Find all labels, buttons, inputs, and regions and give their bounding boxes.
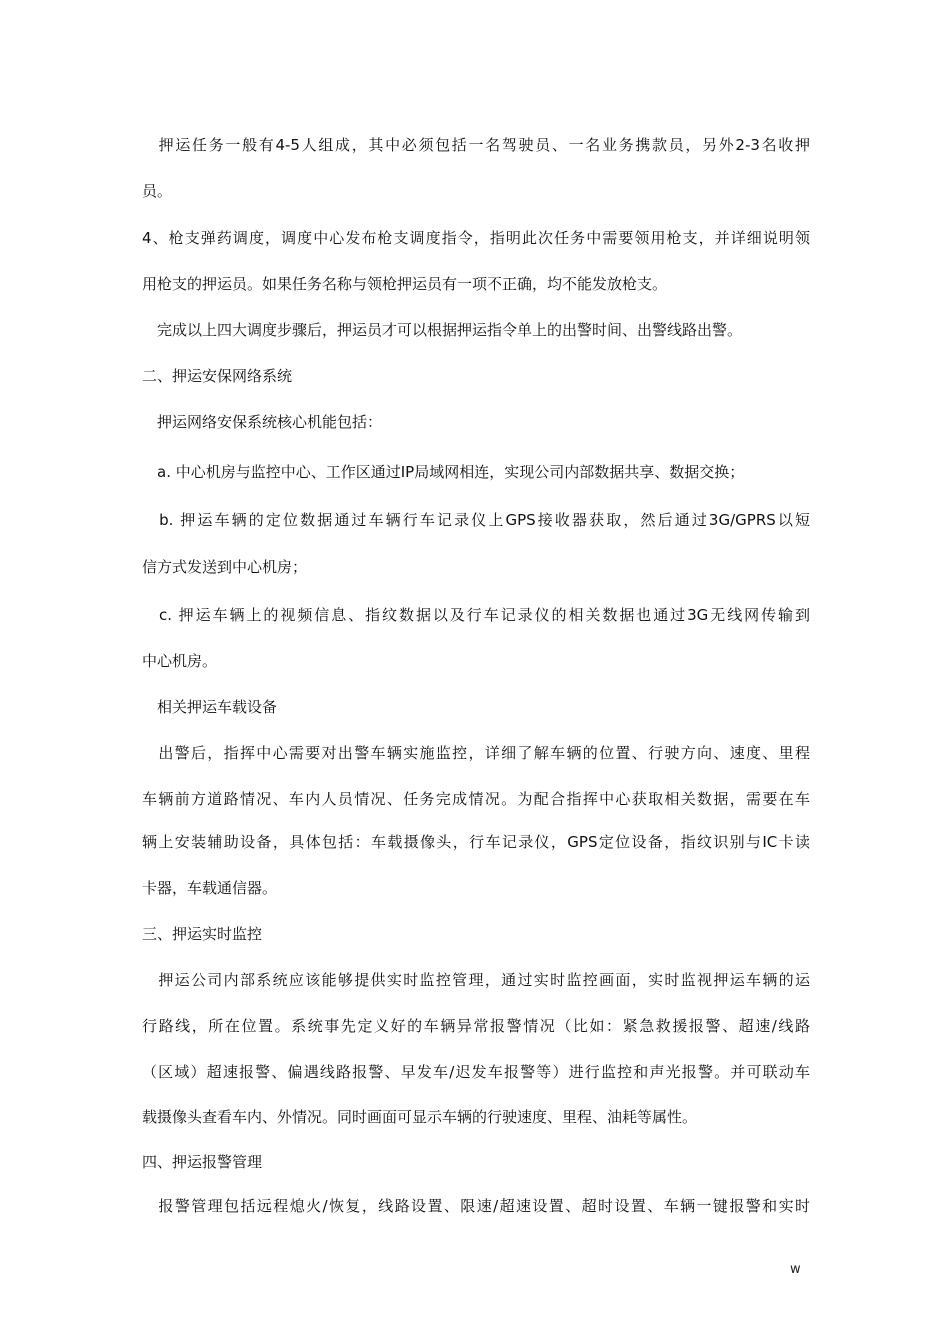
text-line-10: 信方式发送到中心机房； [142, 558, 308, 576]
text-line-8: a. 中心机房与监控中心、工作区通过IP局域网相连，实现公司内部数据共享、数据交换； [142, 463, 745, 481]
text-line-15: 车辆前方道路情况、车内人员情况、任务完成情况。为配合指挥中心获取相关数据，需要在车 [142, 790, 810, 808]
text-line-12: 中心机房。 [142, 652, 218, 670]
text-line-7: 押运网络安保系统核心机能包括： [142, 413, 383, 431]
text-line-2: 员。 [142, 182, 173, 200]
text-line-1: 押运任务一般有4-5人组成，其中必须包括一名驾驶员、一名业务携款员，另外2-3名收押 [142, 136, 810, 154]
text-line-24: 报警管理包括远程熄火/恢复，线路设置、限速/超速设置、超时设置、车辆一键报警和实时 [142, 1197, 810, 1215]
section-heading-4: 四、押运报警管理 [142, 1153, 263, 1171]
text-line-5: 完成以上四大调度步骤后，押运员才可以根据押运指令单上的出警时间、出警线路出警。 [142, 321, 743, 339]
text-line-19: 押运公司内部系统应该能够提供实时监控管理，通过实时监控画面，实时监视押运车辆的运 [142, 971, 810, 989]
section-heading-2: 二、押运安保网络系统 [142, 367, 293, 385]
section-heading-3: 三、押运实时监控 [142, 925, 263, 943]
text-line-14: 出警后，指挥中心需要对出警车辆实施监控，详细了解车辆的位置、行驶方向、速度、里程 [142, 744, 810, 762]
text-line-20: 行路线，所在位置。系统事先定义好的车辆异常报警情况（比如：紧急救援报警、超速/线路 [142, 1017, 810, 1035]
text-line-4: 用枪支的押运员。如果任务名称与领枪押运员有一项不正确，均不能发放枪支。 [142, 275, 668, 293]
text-line-3: 4、枪支弹药调度，调度中心发布枪支调度指令，指明此次任务中需要领用枪支，并详细说明领 [142, 229, 810, 247]
text-line-17: 卡器，车载通信器。 [142, 879, 278, 897]
text-line-21: （区域）超速报警、偏遇线路报警、早发车/迟发车报警等）进行监控和声光报警。并可联动车 [142, 1063, 810, 1081]
text-line-22: 载摄像头查看车内、外情况。同时画面可显示车辆的行驶速度、里程、油耗等属性。 [142, 1108, 698, 1126]
footer-mark: w [790, 1262, 801, 1277]
subheading-equipment: 相关押运车载设备 [142, 698, 278, 716]
text-line-9: b. 押运车辆的定位数据通过车辆行车记录仪上GPS接收器获取，然后通过3G/GPRS以短 [142, 511, 810, 529]
text-line-16: 辆上安装辅助设备，具体包括：车载摄像头，行车记录仪，GPS定位设备，指纹识别与IC卡读 [142, 833, 810, 851]
text-line-11: c. 押运车辆上的视频信息、指纹数据以及行车记录仪的相关数据也通过3G无线网传输到 [142, 606, 810, 624]
